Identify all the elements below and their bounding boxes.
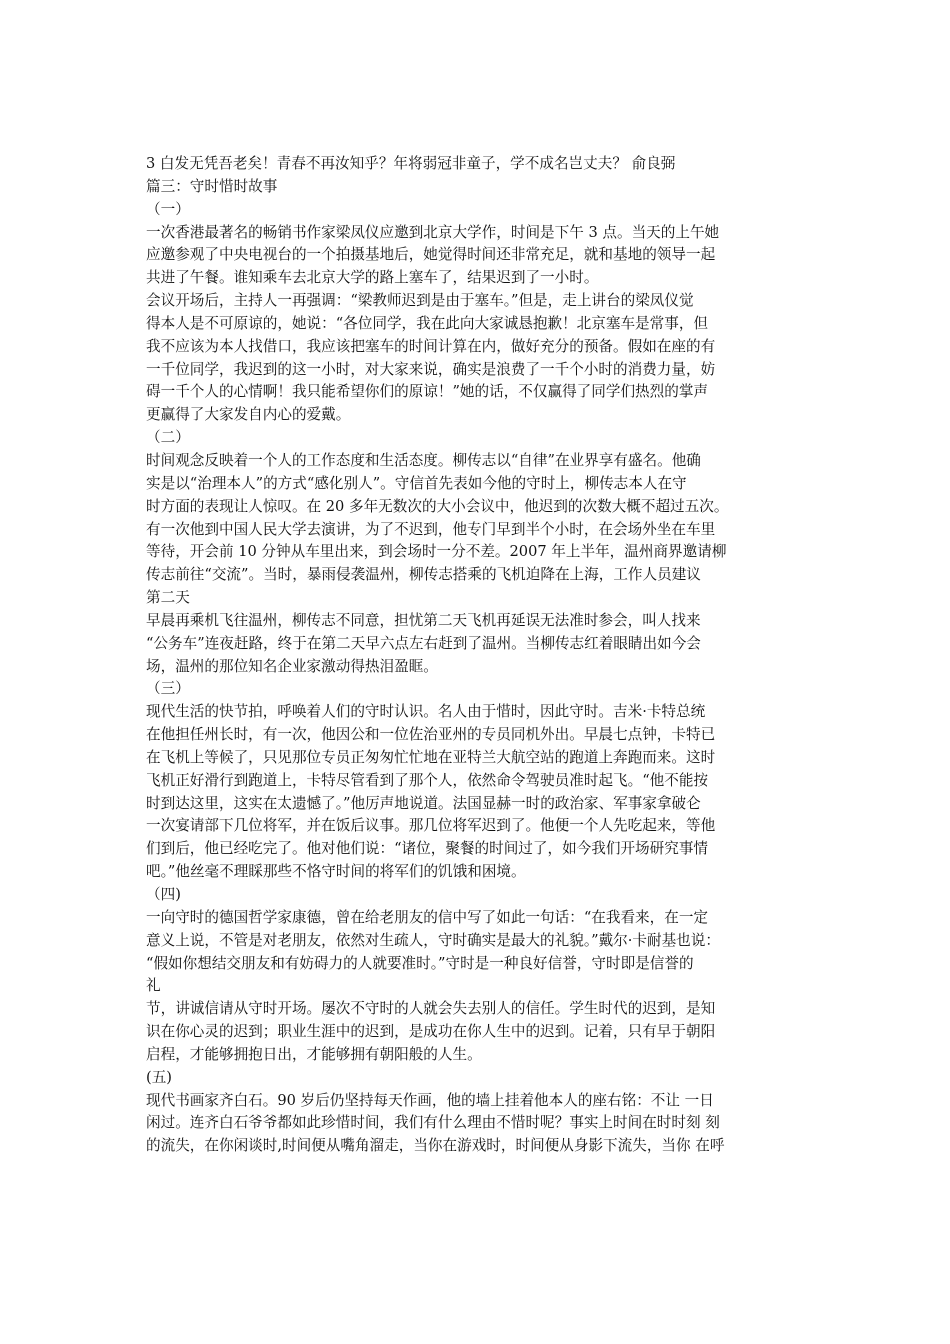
text-line: 意义上说，不管是对老朋友，依然对生疏人，守时确实是最大的礼貌。”戴尔·卡耐基也说： — [146, 931, 720, 949]
text-line: 第二天 — [146, 589, 190, 607]
text-line: 应邀参观了中央电视台的一个拍摄基地后，她觉得时间还非常充足，就和基地的领导一起 — [146, 246, 716, 264]
subsection-marker: (五) — [146, 1068, 172, 1086]
text-line: 识在你心灵的迟到；职业生涯中的迟到，是成功在你人生中的迟到。记着，只有早于朝阳 — [146, 1023, 716, 1041]
text-line: 共进了午餐。谁知乘车去北京大学的路上塞车了，结果迟到了一小时。 — [146, 269, 599, 287]
text-line: 启程，才能够拥抱日出，才能够拥有朝阳般的人生。 — [146, 1045, 482, 1063]
text-line: 得本人是不可原谅的，她说：“各位同学，我在此向大家诚恳抱歉！北京塞车是常事，但 — [146, 314, 709, 332]
text-line: 的流失，在你闲谈时,时间便从嘴角溜走，当你在游戏时，时间便从身影下流失，当你 在呼 — [146, 1137, 725, 1155]
subsection-marker: （二） — [146, 429, 190, 447]
text-line: 早晨再乘机飞往温州，柳传志不同意，担忧第二天飞机再延误无法准时参会，叫人找来 — [146, 611, 701, 629]
text-line: 吧。”他丝毫不理睬那些不恪守时间的将军们的饥饿和困境。 — [146, 863, 526, 881]
text-line: 有一次他到中国人民大学去演讲，为了不迟到，他专门早到半个小时，在会场外坐在车里 — [146, 520, 716, 538]
text-line: 会议开场后，主持人一再强调：“梁教师迟到是由于塞车。”但是，走上讲台的梁凤仪觉 — [146, 292, 694, 310]
subsection-marker: （一） — [146, 200, 190, 218]
text-line: “公务车”连夜赶路，终于在第二天早六点左右赶到了温州。当柳传志红着眼睛出如今会 — [146, 634, 701, 652]
text-line: 一次宴请部下几位将军，并在饭后议事。那几位将军迟到了。他便一个人先吃起来，等他 — [146, 817, 716, 835]
text-line: 时间观念反映着一个人的工作态度和生活态度。柳传志以“自律”在业界享有盛名。他确 — [146, 451, 701, 469]
text-line: 在飞机上等候了，只见那位专员正匆匆忙忙地在亚特兰大航空站的跑道上奔跑而来。这时 — [146, 748, 716, 766]
text-line: 一次香港最著名的畅销书作家梁凤仪应邀到北京大学作，时间是下午 3 点。当天的上午她 — [146, 223, 720, 241]
text-line: 飞机正好滑行到跑道上，卡特尽管看到了那个人，依然命令驾驶员准时起飞。“他不能按 — [146, 771, 709, 789]
text-line: 我不应该为本人找借口，我应该把塞车的时间计算在内，做好充分的预备。假如在座的有 — [146, 337, 716, 355]
text-line: 节，讲诚信请从守时开场。屡次不守时的人就会失去别人的信任。学生时代的迟到，是知 — [146, 1000, 716, 1018]
document-body — [146, 153, 816, 1158]
text-line: 闲过。连齐白石爷爷都如此珍惜时间，我们有什么理由不惜时呢？事实上时间在时时刻 刻 — [146, 1114, 720, 1132]
text-line: 现代书画家齐白石。90 岁后仍坚持每天作画，他的墙上挂着他本人的座右铭：不让 一日 — [146, 1091, 714, 1109]
text-line: 一向守时的德国哲学家康德，曾在给老朋友的信中写了如此一句话：“在我看来，在一定 — [146, 908, 709, 926]
section-heading: 篇三：守时惜时故事 — [146, 177, 278, 195]
text-line: 在他担任州长时，有一次，他因公和一位佐治亚州的专员同机外出。早晨七点钟，卡特已 — [146, 726, 716, 744]
text-line: 们到后，他已经吃完了。他对他们说：“诸位，聚餐的时间过了，如今我们开场研究事情 — [146, 840, 709, 858]
text-line: 时方面的表现让人惊叹。在 20 多年无数次的大小会议中，他迟到的次数大概不超过五次。 — [146, 497, 729, 515]
text-line: 更赢得了大家发自内心的爱戴。 — [146, 406, 351, 424]
text-line: 时到达这里，这实在太遗憾了。”他厉声地说道。法国显赫一时的政治家、军事家拿破仑 — [146, 794, 701, 812]
text-line: 场，温州的那位知名企业家激动得热泪盈眶。 — [146, 657, 438, 675]
subsection-marker: （三） — [146, 680, 190, 698]
text-line: 传志前往“交流”。当时，暴雨侵袭温州，柳传志搭乘的飞机迫降在上海，工作人员建议 — [146, 566, 701, 584]
text-line: “假如你想结交朋友和有妨碍力的人就要准时。”守时是一种良好信誉，守时即是信誉的 — [146, 954, 694, 972]
text-line: 礼 — [146, 977, 161, 995]
text-line: 等待，开会前 10 分钟从车里出来，到会场时一分不差。2007 年上半年，温州商界邀请柳 — [146, 543, 727, 561]
text-line: 碍一千个人的心情啊！我只能希望你们的原谅！”她的话，不仅赢得了同学们热烈的掌声 — [146, 383, 709, 401]
text-line: 3 白发无凭吾老矣！青春不再汝知乎？年将弱冠非童子，学不成名岂丈夫？ 俞良弼 — [146, 155, 676, 172]
text-line: 实是以“治理本人”的方式“感化别人”。守信首先表如今他的守时上，柳传志本人在守 — [146, 474, 687, 492]
text-line: 现代生活的快节拍，呼唤着人们的守时认识。名人由于惜时，因此守时。吉米·卡特总统 — [146, 703, 706, 721]
subsection-marker: （四) — [146, 886, 181, 903]
text-line: 一千位同学，我迟到的这一小时，对大家来说，确实是浪费了一千个小时的消费力量，妨 — [146, 360, 716, 378]
